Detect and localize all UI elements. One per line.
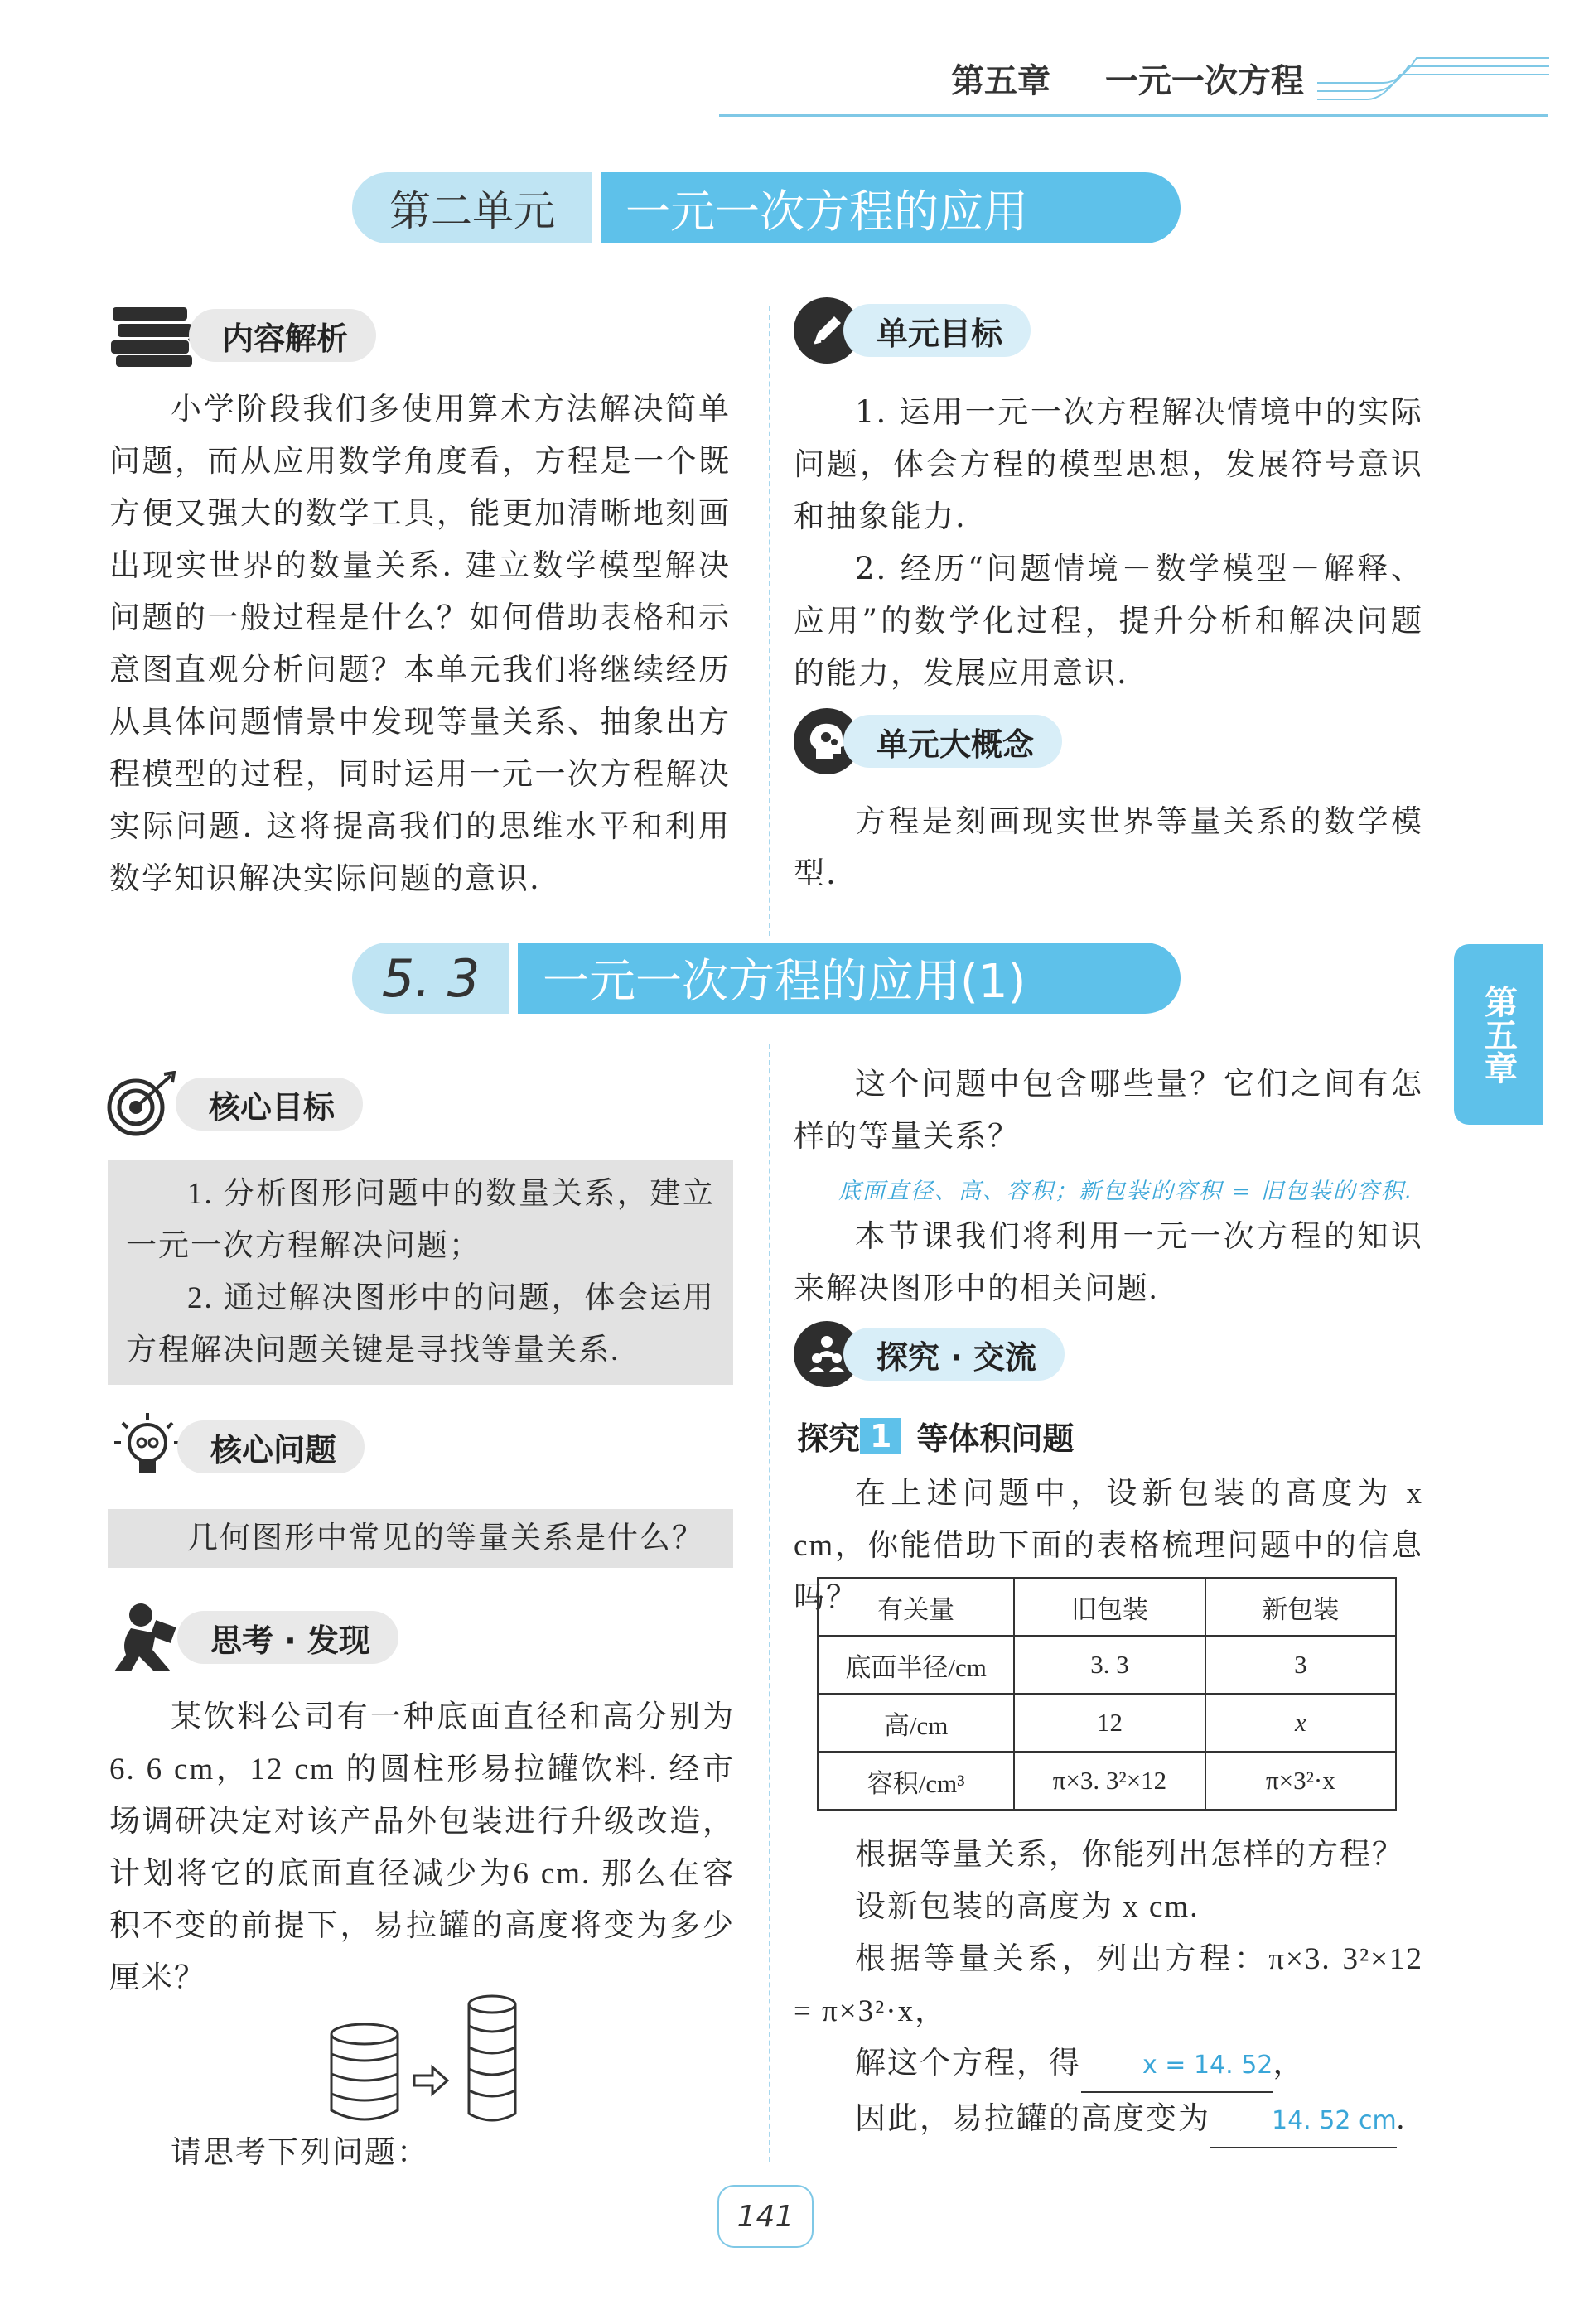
section-intro-text: 本节课我们将利用一元一次方程的知识来解决图形中的相关问题. bbox=[794, 1220, 1423, 1306]
explore-sub-number: 1 bbox=[860, 1418, 901, 1454]
equation-setup: 根据等量关系，列出方程：π×3. 3²×12 = π×3²·x， bbox=[794, 1942, 1423, 2028]
table-cell: 底面半径/cm bbox=[818, 1636, 1014, 1694]
cans-illustration bbox=[323, 1988, 538, 2129]
table-cell: π×3. 3²×12 bbox=[1014, 1752, 1205, 1810]
let-variable: 设新包装的高度为 x cm. bbox=[855, 1890, 1200, 1924]
thinking-person-icon bbox=[106, 1600, 189, 1675]
explore-sub-title: 等体积问题 bbox=[916, 1420, 1075, 1457]
think-prompt-text: 请思考下列问题： bbox=[171, 2136, 429, 2170]
unit-number: 第二单元 bbox=[352, 172, 592, 243]
column-divider-top bbox=[769, 306, 770, 936]
content-analysis-label bbox=[109, 306, 376, 364]
table-header: 旧包装 bbox=[1014, 1578, 1205, 1636]
chapter-header bbox=[951, 55, 1304, 102]
content-analysis-text bbox=[109, 383, 731, 904]
table-cell: 容积/cm³ bbox=[818, 1752, 1014, 1810]
chapter-number: 第五章 bbox=[951, 62, 1050, 100]
core-question-label bbox=[106, 1418, 365, 1476]
table-row bbox=[818, 1752, 1396, 1810]
target-icon bbox=[106, 1071, 181, 1137]
core-goals-label bbox=[106, 1075, 363, 1133]
header-decoration bbox=[1317, 50, 1557, 108]
arrow-right-icon bbox=[414, 2067, 447, 2094]
table-cell: 3. 3 bbox=[1014, 1636, 1205, 1694]
conclusion-line: 因此，易拉罐的高度变为 14. 52 cm. bbox=[794, 2093, 1423, 2148]
right-question bbox=[794, 1058, 1423, 1163]
table-header-row bbox=[818, 1578, 1396, 1636]
table-cell: 12 bbox=[1014, 1694, 1205, 1752]
wide-can-icon bbox=[331, 2024, 398, 2119]
solve-line: 解这个方程，得 x = 14. 52， bbox=[794, 2037, 1423, 2093]
core-goals-box bbox=[108, 1160, 733, 1385]
problem-statement: 某饮料公司有一种底面直径和高分别为6. 6 cm，12 cm 的圆柱形易拉罐饮料. 经市场调研决定对该产品外包装进行升级改造，计划将它的底面直径减少为6 cm. 那么在容积不变的前提下，易拉罐的高度将变为多少厘米？ bbox=[109, 1700, 735, 1995]
big-concept-text bbox=[794, 795, 1423, 899]
section-banner bbox=[352, 943, 1181, 1014]
core-goal-2: 2. 通过解决图形中的问题，体会运用方程解决问题关键是寻找等量关系. bbox=[126, 1281, 715, 1367]
table-cell: x bbox=[1205, 1694, 1396, 1752]
header-rule bbox=[719, 114, 1548, 117]
big-concept-title: 单元大概念 bbox=[843, 715, 1062, 768]
solve-prefix: 解这个方程，得 bbox=[855, 2047, 1081, 2081]
unit-goals-text bbox=[794, 386, 1423, 699]
explore-lead-text: 在上述问题中，设新包装的高度为 x cm，你能借助下面的表格梳理问题中的信息吗？ bbox=[794, 1477, 1423, 1615]
section-number: 5. 3 bbox=[352, 943, 509, 1014]
table-row bbox=[818, 1636, 1396, 1694]
unit-goal-2: 2. 经历“问题情境－数学模型－解释、应用”的数学化过程，提升分析和解决问题的能力，发展应用意识. bbox=[794, 551, 1423, 691]
explore-label bbox=[794, 1325, 1065, 1383]
table-header: 有关量 bbox=[818, 1578, 1014, 1636]
solve-answer: x = 14. 52 bbox=[1081, 2039, 1273, 2093]
books-icon bbox=[109, 302, 200, 369]
equation-question: 根据等量关系，你能列出怎样的方程？ bbox=[855, 1838, 1404, 1872]
table-header: 新包装 bbox=[1205, 1578, 1396, 1636]
table-cell: 3 bbox=[1205, 1636, 1396, 1694]
lightbulb-icon bbox=[106, 1410, 189, 1484]
conclusion-answer: 14. 52 cm bbox=[1210, 2095, 1397, 2148]
quantities-question: 这个问题中包含哪些量？它们之间有怎样的等量关系？ bbox=[794, 1068, 1423, 1154]
think-discover-label bbox=[106, 1608, 398, 1666]
core-question-text: 几何图形中常见的等量关系是什么？ bbox=[187, 1521, 704, 1555]
chapter-title: 一元一次方程 bbox=[1104, 62, 1304, 100]
unit-goals-label bbox=[794, 301, 1031, 359]
unit-goal-1: 1. 运用一元一次方程解决情境中的实际问题，体会方程的模型思想，发展符号意识和抽象能力. bbox=[794, 394, 1423, 534]
big-concept-label bbox=[794, 712, 1062, 770]
page-number: 141 bbox=[717, 2185, 814, 2248]
column-divider-bottom bbox=[769, 1044, 770, 2162]
section-title: 一元一次方程的应用(1) bbox=[518, 943, 1181, 1014]
solution-steps bbox=[794, 1829, 1423, 2148]
unit-goals-title: 单元目标 bbox=[843, 304, 1031, 357]
explore-sub-label: 探究 bbox=[797, 1420, 861, 1457]
table-row bbox=[818, 1694, 1396, 1752]
core-question-title: 核心问题 bbox=[177, 1420, 365, 1473]
think-discover-text bbox=[109, 1691, 735, 2004]
section-intro bbox=[794, 1211, 1423, 1315]
content-analysis-title: 内容解析 bbox=[189, 309, 376, 362]
unit-title: 一元一次方程的应用 bbox=[601, 172, 1181, 243]
table-cell: 高/cm bbox=[818, 1694, 1014, 1752]
unit-banner bbox=[352, 172, 1181, 243]
big-concept-paragraph: 方程是刻画现实世界等量关系的数学模型. bbox=[794, 803, 1423, 891]
explore-subheading bbox=[797, 1413, 1074, 1459]
core-goals-title: 核心目标 bbox=[176, 1078, 363, 1131]
chapter-side-tab[interactable]: 第五章 bbox=[1454, 944, 1543, 1125]
conclusion-prefix: 因此，易拉罐的高度变为 bbox=[855, 2102, 1210, 2136]
think-discover-title: 思考 · 发现 bbox=[177, 1611, 398, 1664]
handwritten-answer: 底面直径、高、容积；新包装的容积 = 旧包装的容积. bbox=[838, 1179, 1414, 1204]
content-analysis-paragraph: 小学阶段我们多使用算术方法解决简单问题，而从应用数学角度看，方程是一个既方便又强大的数学工具，能更加清晰地刻画出现实世界的数量关系. 建立数学模型解决问题的一般过程是什么？如何借助表格和示意图直观分析问题？本单元我们将继续经历从具体问题情景中发现等量关系、抽象出方程模型的过程，同时运用一元一次方程解决实际问题. 这将提高我们的思维水平和利用数学知识解决实际问题的意识. bbox=[109, 391, 731, 896]
table-cell: π×3²·x bbox=[1205, 1752, 1396, 1810]
tall-can-icon bbox=[469, 1996, 515, 2120]
core-goal-1: 1. 分析图形问题中的数量关系，建立一元一次方程解决问题； bbox=[126, 1177, 715, 1263]
core-question-box bbox=[108, 1509, 733, 1568]
explore-title: 探究 · 交流 bbox=[843, 1328, 1065, 1381]
comparison-table bbox=[817, 1577, 1397, 1811]
think-prompt bbox=[109, 2127, 735, 2179]
